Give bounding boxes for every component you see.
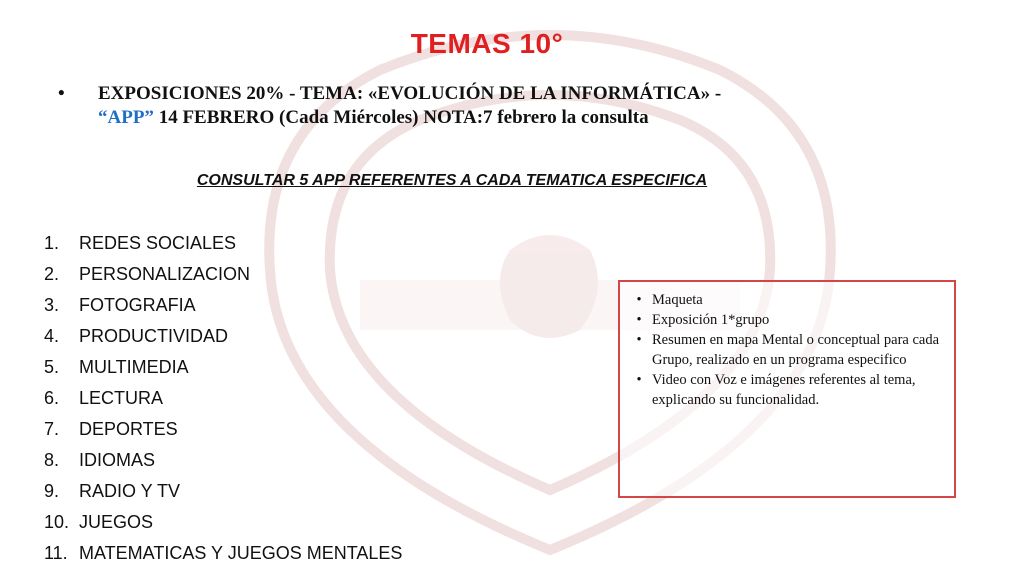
topic-number: 2.	[44, 264, 60, 284]
bullet-icon: •	[636, 292, 642, 308]
topic-number: 7.	[44, 419, 60, 439]
topic-label: IDIOMAS	[79, 450, 156, 470]
requirement-item	[626, 290, 946, 310]
topic-label: DEPORTES	[79, 419, 178, 439]
requirement-text: Resumen en mapa Mental o conceptual para cada Grupo, realizado en un programa especifico	[652, 332, 940, 368]
requirement-item	[626, 310, 946, 330]
bullet-icon: •	[636, 332, 642, 348]
topic-label: JUEGOS	[79, 512, 154, 532]
topic-number: 6.	[44, 388, 60, 408]
topic-number: 11.	[44, 543, 68, 563]
topic-label: FOTOGRAFIA	[79, 295, 196, 315]
topic-number: 1.	[44, 233, 60, 253]
topic-item	[44, 352, 402, 383]
assignment-bullet	[58, 82, 958, 130]
requirement-item	[626, 330, 946, 370]
topic-number: 10.	[44, 512, 70, 532]
requirement-text: Video con Voz e imágenes referentes al tema, explicando su funcionalidad.	[652, 372, 916, 408]
topic-item	[44, 228, 402, 259]
bullet-text	[98, 82, 958, 130]
bullet-line1: EXPOSICIONES 20% - TEMA: «EVOLUCIÓN DE LA INFORMÁTICA» -	[98, 83, 722, 104]
topic-item	[44, 538, 402, 569]
bullet-line2: 14 FEBRERO (Cada Miércoles) NOTA:7 febrero la consulta	[153, 107, 649, 128]
topic-label: LECTURA	[79, 388, 164, 408]
topic-item	[44, 321, 402, 352]
requirements-list	[626, 290, 946, 410]
topic-item	[44, 290, 402, 321]
requirement-text: Maqueta	[652, 292, 703, 308]
topic-label: MULTIMEDIA	[79, 357, 189, 377]
bullet-icon: •	[58, 83, 65, 104]
topic-list	[44, 228, 402, 569]
slide-title: TEMAS 10°	[410, 28, 564, 59]
topic-label: REDES SOCIALES	[79, 233, 237, 253]
bullet-icon: •	[636, 312, 642, 328]
topic-label: PRODUCTIVIDAD	[79, 326, 229, 346]
topic-label: PERSONALIZACION	[79, 264, 251, 284]
topic-number: 4.	[44, 326, 60, 346]
app-word: “APP”	[98, 107, 154, 128]
topic-item	[44, 445, 402, 476]
topic-number: 9.	[44, 481, 60, 501]
topic-item	[44, 383, 402, 414]
bullet-icon: •	[636, 372, 642, 388]
topic-item	[44, 476, 402, 507]
topic-number: 8.	[44, 450, 60, 470]
topic-item	[44, 414, 402, 445]
requirement-item	[626, 370, 946, 410]
topic-item	[44, 507, 402, 538]
topic-item	[44, 259, 402, 290]
topic-label: MATEMATICAS Y JUEGOS MENTALES	[79, 543, 403, 563]
topic-number: 3.	[44, 295, 60, 315]
topic-number: 5.	[44, 357, 60, 377]
topic-label: RADIO Y TV	[79, 481, 181, 501]
instruction-subtitle: CONSULTAR 5 APP REFERENTES A CADA TEMATICA ESPECIFICA	[196, 172, 708, 189]
requirements-box	[618, 280, 956, 498]
requirement-text: Exposición 1*grupo	[652, 312, 770, 328]
